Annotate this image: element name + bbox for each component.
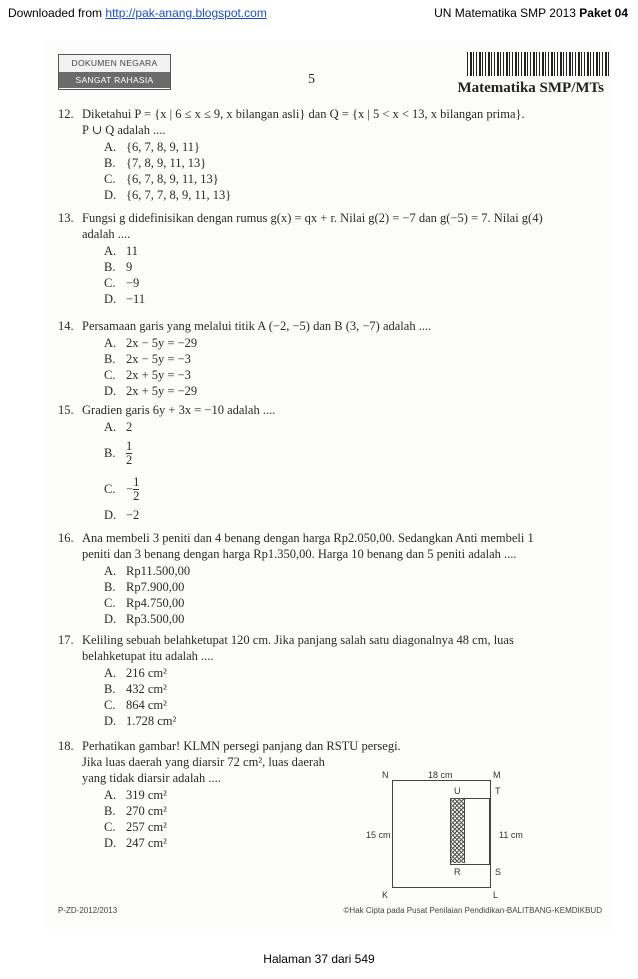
question-text: belahketupat itu adalah .... bbox=[82, 649, 214, 663]
document-code: P-ZD-2012/2013 bbox=[58, 906, 118, 915]
rectangle-square-figure bbox=[366, 770, 556, 900]
option-b[interactable]: B. {7, 8, 9, 11, 13} bbox=[104, 156, 207, 170]
source-link[interactable]: http://pak-anang.blogspot.com bbox=[105, 6, 267, 20]
exam-page bbox=[46, 40, 612, 930]
vertex-s: S bbox=[495, 867, 502, 877]
fraction: $\frac{1}{2}$ bbox=[133, 474, 140, 503]
option-c[interactable]: C. {6, 7, 8, 9, 11, 13} bbox=[104, 172, 219, 186]
option-d[interactable]: D. 1.728 cm² bbox=[104, 714, 177, 728]
question-text: Perhatikan gambar! KLMN persegi panjang dan RSTU persegi. bbox=[82, 739, 401, 753]
question-text: Gradien garis 6y + 3x = −10 adalah .... bbox=[82, 403, 276, 417]
option-c[interactable]: C. −9 bbox=[104, 276, 140, 290]
option-c[interactable]: C. 2x + 5y = −3 bbox=[104, 368, 191, 382]
question-17 bbox=[46, 632, 612, 729]
download-source: Downloaded from http://pak-anang.blogspot.com bbox=[8, 6, 267, 20]
option-c[interactable]: C. 864 cm² bbox=[104, 698, 167, 712]
option-b[interactable]: B. 432 cm² bbox=[104, 682, 167, 696]
options bbox=[104, 665, 612, 729]
question-13 bbox=[46, 210, 612, 307]
vertex-l: L bbox=[493, 890, 499, 900]
option-c[interactable]: C. − $\frac{1}{2}$ bbox=[104, 474, 140, 503]
option-d[interactable]: D. Rp3.500,00 bbox=[104, 612, 185, 626]
option-d[interactable]: D. {6, 7, 7, 8, 9, 11, 13} bbox=[104, 188, 232, 202]
option-a[interactable]: A. 2x − 5y = −29 bbox=[104, 336, 198, 350]
question-text: P ∪ Q adalah .... bbox=[82, 123, 166, 137]
option-b[interactable]: B. 270 cm² bbox=[104, 804, 167, 818]
option-a[interactable]: A. 216 cm² bbox=[104, 666, 167, 680]
option-a[interactable]: A. 11 bbox=[104, 244, 139, 258]
right-side-length: 11 cm bbox=[499, 830, 523, 840]
page-counter: Halaman 37 dari 549 bbox=[263, 952, 375, 966]
option-a[interactable]: A. 2 bbox=[104, 420, 133, 434]
vertex-n: N bbox=[382, 770, 389, 780]
question-number: 13. bbox=[58, 211, 74, 225]
question-15 bbox=[46, 402, 612, 523]
copyright-notice: ©Hak Cipta pada Pusat Penilaian Pendidikan-BALITBANG-KEMDIKBUD bbox=[343, 906, 602, 915]
download-header bbox=[0, 0, 638, 26]
question-number: 17. bbox=[58, 633, 74, 647]
option-d[interactable]: D. 247 cm² bbox=[104, 836, 167, 850]
shaded-region bbox=[450, 798, 465, 863]
vertex-r: R bbox=[454, 867, 461, 877]
option-b[interactable]: B. $\frac{1}{2}$ bbox=[104, 438, 133, 467]
option-c[interactable]: C. 257 cm² bbox=[104, 820, 167, 834]
question-text: Ana membeli 3 peniti dan 4 benang dengan harga Rp2.050,00. Sedangkan Anti membeli 1 bbox=[82, 531, 534, 545]
option-b[interactable]: B. Rp7.900,00 bbox=[104, 580, 185, 594]
question-text: yang tidak diarsir adalah .... bbox=[82, 771, 221, 785]
question-number: 15. bbox=[58, 403, 74, 417]
options bbox=[104, 139, 612, 203]
question-12 bbox=[46, 106, 612, 203]
exam-title: UN Matematika SMP 2013 Paket 04 bbox=[434, 6, 628, 20]
option-b[interactable]: B. 9 bbox=[104, 260, 133, 274]
options bbox=[104, 243, 612, 307]
vertex-m: M bbox=[493, 770, 501, 780]
sangat-rahasia-label: SANGAT RAHASIA bbox=[59, 72, 170, 88]
option-d[interactable]: D. −2 bbox=[104, 508, 140, 522]
vertex-u: U bbox=[454, 786, 461, 796]
question-text: Fungsi g didefinisikan dengan rumus g(x) = qx + r. Nilai g(2) = −7 dan g(−5) = 7. Nilai g(4) bbox=[82, 211, 543, 225]
question-number: 14. bbox=[58, 319, 74, 333]
option-d[interactable]: D. 2x + 5y = −29 bbox=[104, 384, 198, 398]
question-14 bbox=[46, 318, 612, 399]
options bbox=[104, 419, 612, 523]
option-a[interactable]: A. Rp11.500,00 bbox=[104, 564, 191, 578]
options bbox=[104, 335, 612, 399]
option-b[interactable]: B. 2x − 5y = −3 bbox=[104, 352, 191, 366]
question-text: Persamaan garis yang melalui titik A (−2, −5) dan B (3, −7) adalah .... bbox=[82, 319, 432, 333]
question-text: Diketahui P = {x | 6 ≤ x ≤ 9, x bilangan asli} dan Q = {x | 5 < x < 13, x bilangan prima}. bbox=[82, 107, 525, 121]
options bbox=[104, 563, 612, 627]
page-number: 5 bbox=[308, 72, 315, 87]
option-a[interactable]: A. {6, 7, 8, 9, 11} bbox=[104, 140, 201, 154]
question-text: peniti dan 3 benang dengan harga Rp1.350,00. Harga 10 benang dan 5 peniti adalah .... bbox=[82, 547, 517, 561]
left-side-length: 15 cm bbox=[366, 830, 391, 840]
barcode bbox=[467, 52, 609, 76]
vertex-t: T bbox=[495, 786, 501, 796]
question-number: 18. bbox=[58, 739, 74, 753]
vertex-k: K bbox=[382, 890, 389, 900]
question-text: Keliling sebuah belahketupat 120 cm. Jika panjang salah satu diagonalnya 48 cm, luas bbox=[82, 633, 514, 647]
question-number: 12. bbox=[58, 107, 74, 121]
question-text: Jika luas daerah yang diarsir 72 cm², luas daerah bbox=[82, 755, 325, 769]
option-c[interactable]: C. Rp4.750,00 bbox=[104, 596, 185, 610]
fraction: $\frac{1}{2}$ bbox=[126, 438, 133, 467]
question-text: adalah .... bbox=[82, 227, 131, 241]
option-a[interactable]: A. 319 cm² bbox=[104, 788, 167, 802]
option-d[interactable]: D. −11 bbox=[104, 292, 146, 306]
subject-title: Matematika SMP/MTs bbox=[457, 80, 604, 96]
document-stamp bbox=[58, 54, 171, 90]
dokumen-negara-label: DOKUMEN NEGARA bbox=[59, 55, 170, 72]
question-number: 16. bbox=[58, 531, 74, 545]
top-side-length: 18 cm bbox=[428, 770, 453, 780]
question-16 bbox=[46, 530, 612, 627]
